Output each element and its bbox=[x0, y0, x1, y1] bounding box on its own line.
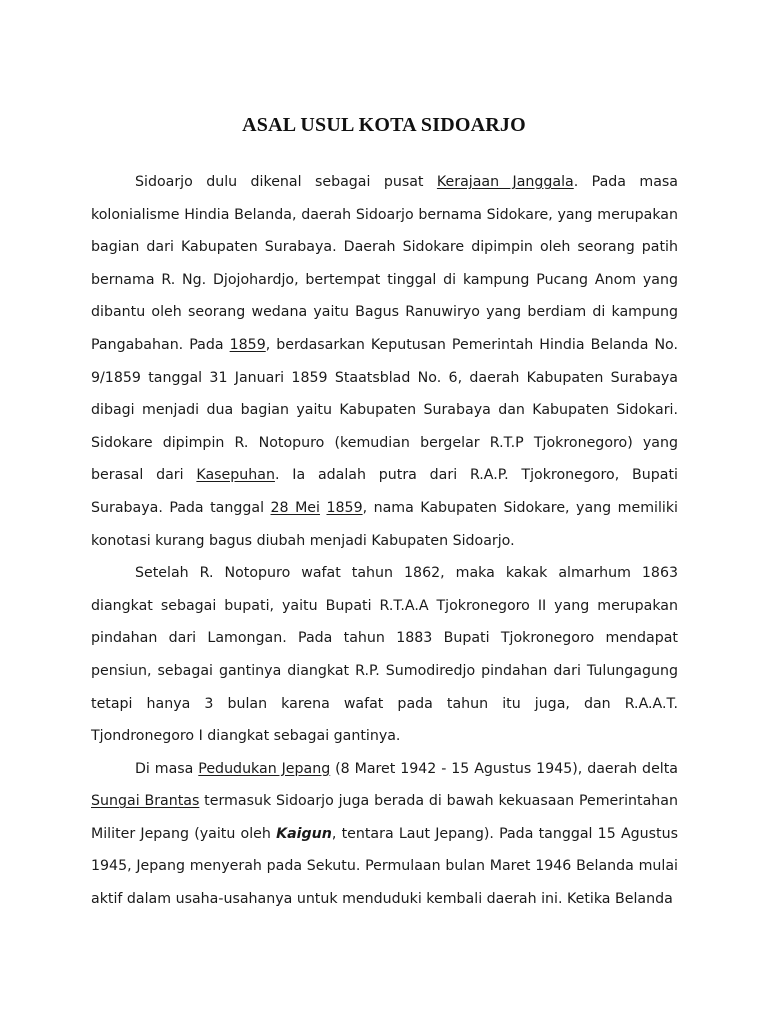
document-body bbox=[91, 166, 678, 916]
link-1859-second[interactable]: 1859 bbox=[326, 499, 363, 516]
p1-text-3: , berdasarkan Keputusan Pemerintah Hindia Belanda No. 9/1859 tanggal 31 Januari 1859 Staatsblad No. 6, daerah Kabupaten Surabaya dibagi menjadi dua bagian yaitu Kabupaten Surabaya dan Kabupaten Sidokari. Sidokare dipimpin R. Notopuro (kemudian bergelar R.T.P Tjokronegoro) yang berasal dari bbox=[91, 336, 678, 484]
p1-text-1: Sidoarjo dulu dikenal sebagai pusat bbox=[135, 174, 437, 190]
document-title: ASAL USUL KOTA SIDOARJO bbox=[242, 114, 526, 136]
paragraph-2: Setelah R. Notopuro wafat tahun 1862, maka kakak almarhum 1863 diangkat sebagai bupati, yaitu Bupati R.T.A.A Tjokronegoro II yang merupakan pindahan dari Lamongan. Pada tahun 1883 Bupati Tjokronegoro mendapat pensiun, sebagai gantinya diangkat R.P. Sumodiredjo pindahan dari Tulungagung tetapi hanya 3 bulan karena wafat pada tahun itu juga, dan R.A.A.T. Tjondronegoro I diangkat sebagai gantinya. bbox=[91, 565, 678, 745]
p3-text-2: (8 Maret 1942 - 15 Agustus 1945), daerah delta bbox=[330, 760, 678, 777]
p1-text-6: , nama Kabupaten Sidokare, yang memiliki konotasi kurang bagus diubah menjadi Kabupaten Sidoarjo. bbox=[91, 499, 678, 549]
p1-text-4: . Ia adalah putra dari R.A.P. Tjokronegoro, Bupati Surabaya. Pada tanggal bbox=[91, 467, 678, 516]
p3-text-4: , tentara Laut Jepang). Pada tanggal 15 Agustus 1945, Jepang menyerah pada Sekutu. Permulaan bulan Maret 1946 Belanda mulai aktif dalam usaha-usahanya untuk menduduki kembali daerah ini. Ketika Belanda bbox=[91, 825, 678, 908]
paragraph-1 bbox=[91, 166, 678, 557]
link-1859[interactable]: 1859 bbox=[229, 336, 266, 353]
link-sungai-brantas[interactable]: Sungai Brantas bbox=[91, 793, 200, 810]
paragraph-3 bbox=[91, 753, 678, 916]
p3-text-1: Di masa bbox=[135, 760, 199, 777]
link-28-mei[interactable]: 28 Mei bbox=[270, 499, 320, 516]
link-kerajaan-janggala[interactable]: Kerajaan Janggala bbox=[436, 174, 574, 190]
p3-text-3: termasuk Sidoarjo juga berada di bawah kekuasaan Pemerintahan Militer Jepang (yaitu oleh bbox=[91, 793, 678, 842]
link-kasepuhan[interactable]: Kasepuhan bbox=[196, 467, 275, 484]
kaigun-term: Kaigun bbox=[276, 825, 332, 842]
p1-text-2: . Pada masa kolonialisme Hindia Belanda, daerah Sidoarjo bernama Sidokare, yang merupakan bagian dari Kabupaten Surabaya. Daerah Sidokare dipimpin oleh seorang patih bernama R. Ng. Djojohardjo, bertempat tinggal di kampung Pucang Anom yang dibantu oleh seorang wedana yaitu Bagus Ranuwiryo yang berdiam di kampung Pangabahan. Pada bbox=[91, 174, 678, 353]
link-pendudukan-jepang[interactable]: Pedudukan Jepang bbox=[198, 760, 331, 777]
